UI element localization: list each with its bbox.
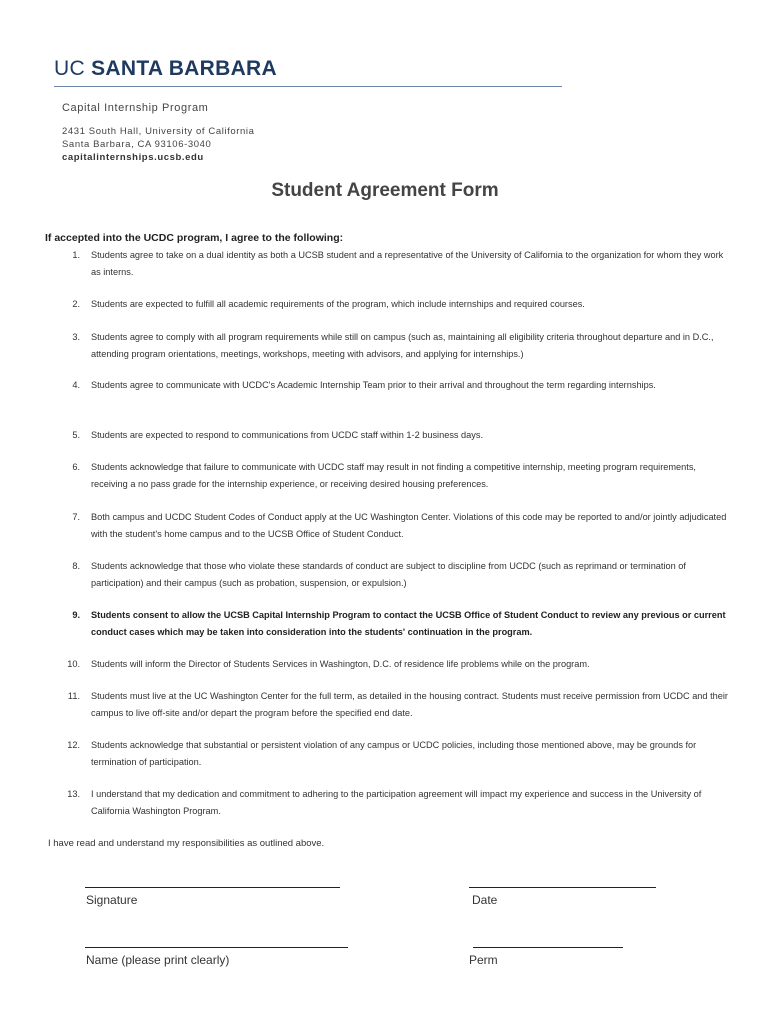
item-text: Students agree to comply with all program requirements while still on campus (such as, maintaining all eligibility criteria throughout departure and in D.C., attending program orientations, meetings, workshops, meeting with advisors, and applying for internships.) [91,332,714,359]
item-text: Students acknowledge that failure to communicate with UCDC staff may result in not finding a competitive internship, meeting program requirements, receiving a no pass grade for the internship experience, or receiving desired housing preferences. [91,462,696,489]
item-number: 11. [67,691,80,701]
item-number: 1. [72,250,80,260]
page-title: Student Agreement Form [271,180,499,201]
program-name: Capital Internship Program [62,102,209,114]
item-text: Students are expected to fulfill all academic requirements of the program, which include internships and required courses. [91,299,585,309]
item-text: Students agree to take on a dual identity as both a UCSB student and a representative of the University of California to the organization for whom they work as interns. [91,250,724,277]
perm-label: Perm [469,953,498,967]
item-text: Students acknowledge that substantial or persistent violation of any campus or UCDC policies, including those mentioned above, may be grounds for termination of participation. [91,740,697,767]
logo-uc: UC [54,57,85,80]
item-text: I understand that my dedication and commitment to adhering to the participation agreement will impact my experience and success in the University of California Washington Program. [91,789,702,816]
item-number: 6. [72,462,80,472]
item-number: 4. [72,380,80,390]
item-text: Students acknowledge that those who violate these standards of conduct are subject to discipline from UCDC (such as reprimand or termination of participation) and their campus (such as probation, suspension, or expulsion.) [91,561,686,588]
address-line-2: Santa Barbara, CA 93106-3040 [62,139,212,150]
ucsb-logo [54,57,277,81]
intro-statement: If accepted into the UCDC program, I agree to the following: [45,232,344,244]
item-number: 5. [72,430,80,440]
date-line[interactable] [469,887,656,888]
item-number: 9. [72,610,80,620]
item-number: 7. [72,512,80,522]
acknowledgement-statement: I have read and understand my responsibilities as outlined above. [48,838,325,849]
logo-santa-barbara: SANTA BARBARA [91,57,277,80]
address-line-1: 2431 South Hall, University of California [62,126,255,137]
signature-label: Signature [86,893,138,907]
item-number: 13. [67,789,80,799]
name-label: Name (please print clearly) [86,953,230,967]
item-text: Students consent to allow the UCSB Capital Internship Program to contact the UCSB Office of Student Conduct to review any previous or current conduct cases which may be taken into consideration into the students' continuation in the program. [91,610,726,637]
item-number: 3. [72,332,80,342]
item-number: 10. [67,659,80,669]
item-text: Students agree to communicate with UCDC's Academic Internship Team prior to their arrival and throughout the term regarding internships. [91,380,656,390]
item-number: 12. [67,740,80,750]
perm-line[interactable] [473,947,623,948]
item-text: Both campus and UCDC Student Codes of Conduct apply at the UC Washington Center. Violations of this code may be reported to and/or jointly adjudicated with the student's home campus and to the UCSB Office of Student Conduct. [91,512,727,539]
website-link[interactable]: capitalinternships.ucsb.edu [62,152,204,163]
header-divider [54,86,562,87]
item-number: 8. [72,561,80,571]
item-number: 2. [72,299,80,309]
item-text: Students will inform the Director of Students Services in Washington, D.C. of residence life problems while on the program. [91,659,590,669]
name-line[interactable] [85,947,348,948]
signature-line[interactable] [85,887,340,888]
date-label: Date [472,893,498,907]
item-text: Students are expected to respond to communications from UCDC staff within 1-2 business days. [91,430,484,440]
item-text: Students must live at the UC Washington Center for the full term, as detailed in the housing contract. Students must receive permission from UCDC and their campus to live off-site and/or depart the program before the specified end date. [91,691,728,718]
